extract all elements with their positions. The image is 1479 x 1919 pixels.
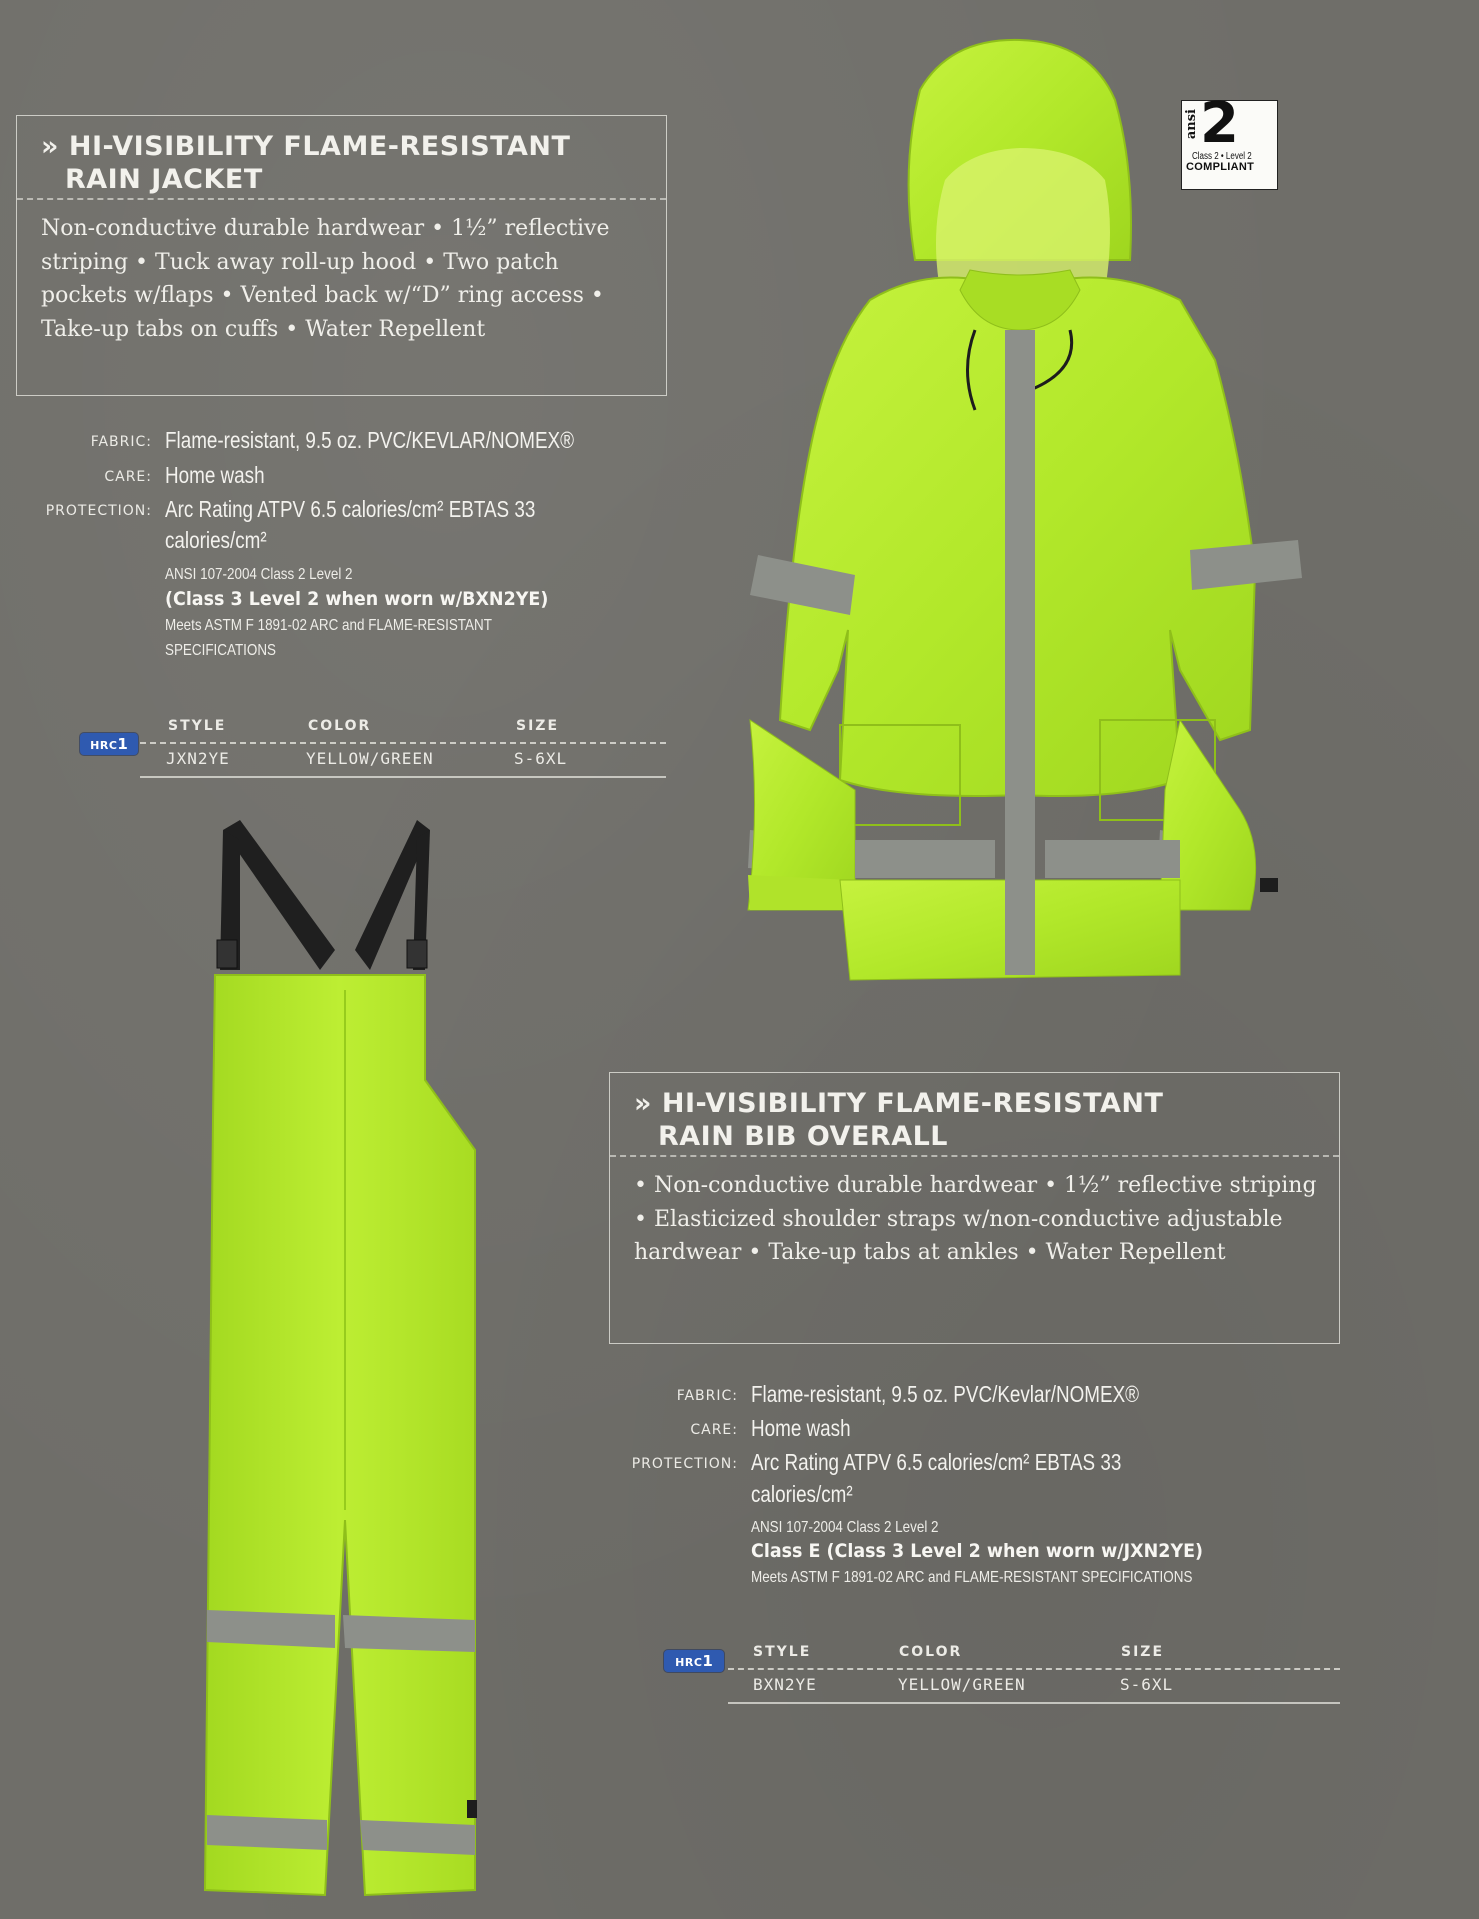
- bib-ansi-note: ANSI 107-2004 Class 2 Level 2: [751, 1519, 939, 1536]
- table-dashed-rule: [140, 742, 666, 744]
- hrc-rating-badge-icon: HRC1: [664, 1650, 724, 1672]
- jacket-description: [17, 200, 666, 360]
- bib-bold-note: Class E (Class 3 Level 2 when worn w/JXN2YE): [751, 1540, 1204, 1562]
- jacket-protection-value: Arc Rating ATPV 6.5 calories/cm² EBTAS 33: [165, 496, 536, 522]
- table-header-style: STYLE: [168, 718, 227, 734]
- bib-title-line1: » HI-VISIBILITY FLAME-RESISTANT: [634, 1088, 1164, 1119]
- jacket-astm-note-cont: SPECIFICATIONS: [165, 642, 277, 659]
- bib-desc-line: • Non-conductive durable hardwear • 1½” reflective striping: [634, 1173, 1317, 1198]
- hrc-rating-badge-icon: HRC1: [80, 733, 138, 755]
- ansi-word: ansi: [1184, 109, 1199, 140]
- jacket-title-line1: » HI-VISIBILITY FLAME-RESISTANT: [41, 131, 571, 162]
- jacket-desc-line: pockets w/flaps • Vented back w/“D” ring access •: [41, 283, 604, 308]
- jacket-title: [17, 116, 666, 200]
- jacket-desc-line: Take-up tabs on cuffs • Water Repellent: [41, 316, 486, 342]
- table-cell-size: S-6XL: [1120, 1675, 1174, 1694]
- jacket-protection-label: PROTECTION:: [45, 503, 152, 519]
- rain-bib-overall-image: [195, 820, 495, 1910]
- jacket-care-value: Home wash: [165, 462, 265, 488]
- bib-title-line2: RAIN BIB OVERALL: [658, 1121, 948, 1152]
- table-cell-size: S-6XL: [514, 749, 568, 768]
- table-cell-color: YELLOW/GREEN: [898, 1675, 1026, 1694]
- table-bottom-rule: [728, 1702, 1340, 1704]
- table-header-size: SIZE: [516, 718, 560, 734]
- bib-astm-note: Meets ASTM F 1891-02 ARC and FLAME-RESISTANT SPECIFICATIONS: [751, 1569, 1193, 1586]
- table-header-size: SIZE: [1121, 1644, 1165, 1660]
- bib-description: [610, 1157, 1339, 1284]
- table-cell-style: BXN2YE: [753, 1675, 817, 1694]
- bib-protection-label: PROTECTION:: [631, 1456, 738, 1472]
- jacket-fabric-label: FABRIC:: [90, 434, 152, 450]
- jacket-ansi-note: ANSI 107-2004 Class 2 Level 2: [165, 566, 353, 583]
- table-bottom-rule: [140, 776, 666, 778]
- ansi-class-text: Class 2 • Level 2: [1192, 151, 1252, 162]
- bib-fabric-value: Flame-resistant, 9.5 oz. PVC/Kevlar/NOMEX®: [751, 1381, 1140, 1407]
- table-header-color: COLOR: [899, 1644, 963, 1660]
- jacket-title-box: [16, 115, 667, 396]
- jacket-protection-value-cont: calories/cm²: [165, 527, 267, 553]
- ansi-number: 2: [1200, 91, 1239, 156]
- table-cell-style: JXN2YE: [166, 749, 230, 768]
- bib-title: [610, 1073, 1339, 1157]
- rain-jacket-image: [720, 30, 1320, 990]
- ansi-compliant-text: COMPLIANT: [1186, 161, 1255, 173]
- table-header-style: STYLE: [753, 1644, 812, 1660]
- bib-desc-line: • Elasticized shoulder straps w/non-conductive adjustable: [634, 1206, 1283, 1232]
- bib-desc-line: hardwear • Take-up tabs at ankles • Water Repellent: [634, 1240, 1226, 1265]
- jacket-desc-line: Non-conductive durable hardwear • 1½” reflective: [41, 216, 610, 241]
- jacket-desc-line: striping • Tuck away roll-up hood • Two patch: [41, 249, 559, 275]
- table-dashed-rule: [728, 1668, 1340, 1670]
- jacket-astm-note: Meets ASTM F 1891-02 ARC and FLAME-RESISTANT: [165, 617, 492, 634]
- bib-care-label: CARE:: [690, 1422, 738, 1438]
- jacket-care-label: CARE:: [104, 469, 152, 485]
- bib-protection-value-cont: calories/cm²: [751, 1481, 853, 1507]
- bib-care-value: Home wash: [751, 1415, 851, 1441]
- table-header-color: COLOR: [308, 718, 372, 734]
- jacket-title-line2: RAIN JACKET: [65, 164, 263, 195]
- bib-protection-value: Arc Rating ATPV 6.5 calories/cm² EBTAS 33: [751, 1449, 1122, 1475]
- table-cell-color: YELLOW/GREEN: [306, 749, 434, 768]
- jacket-bold-note: (Class 3 Level 2 when worn w/BXN2YE): [165, 588, 549, 610]
- bib-title-box: [609, 1072, 1340, 1344]
- bib-fabric-label: FABRIC:: [676, 1388, 738, 1404]
- jacket-fabric-value: Flame-resistant, 9.5 oz. PVC/KEVLAR/NOMEX®: [165, 427, 575, 453]
